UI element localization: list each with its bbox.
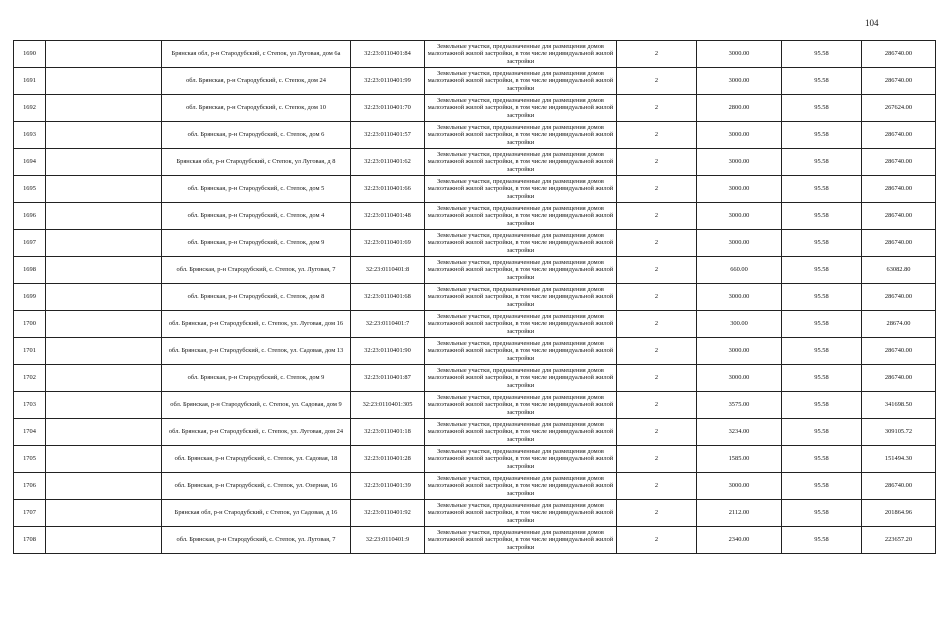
table-row: [14, 95, 936, 122]
address-cell: обл. Брянская, р-н Стародубский, с. Степок, дом 24: [162, 68, 351, 95]
group-cell: 2: [617, 311, 697, 338]
area-cell: 300.00: [697, 311, 782, 338]
row-number-cell: 1708: [14, 527, 46, 554]
empty-cell: [46, 284, 162, 311]
group-cell: 2: [617, 95, 697, 122]
rate-cell: 95.58: [782, 149, 862, 176]
row-number-cell: 1707: [14, 500, 46, 527]
cadastral-number-cell: 32:23:0110401:70: [351, 95, 425, 122]
cadastral-number-cell: 32:23:0110401:28: [351, 446, 425, 473]
address-cell: обл. Брянская, р-н Стародубский, с. Степок, дом 9: [162, 365, 351, 392]
address-cell: обл. Брянская, р-н Стародубский, с. Степок, дом 5: [162, 176, 351, 203]
address-cell: Брянская обл, р-н Стародубский, с Степок, ул Луговая, д 8: [162, 149, 351, 176]
empty-cell: [46, 338, 162, 365]
land-use-cell: Земельные участки, предназначенные для размещения домов малоэтажной жилой застройки, в том числе индивидуальной жилой застройки: [425, 473, 617, 500]
row-number-cell: 1701: [14, 338, 46, 365]
group-cell: 2: [617, 365, 697, 392]
cadastral-value-cell: 286740.00: [862, 176, 936, 203]
empty-cell: [46, 203, 162, 230]
rate-cell: 95.58: [782, 122, 862, 149]
row-number-cell: 1699: [14, 284, 46, 311]
land-use-cell: Земельные участки, предназначенные для размещения домов малоэтажной жилой застройки, в том числе индивидуальной жилой застройки: [425, 41, 617, 68]
address-cell: обл. Брянская, р-н Стародубский, с. Степок, ул. Садовая, дом 9: [162, 392, 351, 419]
cadastral-value-cell: 151494.30: [862, 446, 936, 473]
address-cell: обл. Брянская, р-н Стародубский, с. Степок, дом 8: [162, 284, 351, 311]
land-use-cell: Земельные участки, предназначенные для размещения домов малоэтажной жилой застройки, в том числе индивидуальной жилой застройки: [425, 392, 617, 419]
area-cell: 3234.00: [697, 419, 782, 446]
land-use-cell: Земельные участки, предназначенные для размещения домов малоэтажной жилой застройки, в том числе индивидуальной жилой застройки: [425, 365, 617, 392]
cadastral-number-cell: 32:23:0110401:99: [351, 68, 425, 95]
address-cell: обл. Брянская, р-н Стародубский, с. Степок, ул. Луговая, дом 24: [162, 419, 351, 446]
cadastral-number-cell: 32:23:0110401:62: [351, 149, 425, 176]
area-cell: 3000.00: [697, 41, 782, 68]
table-row: [14, 257, 936, 284]
address-cell: обл. Брянская, р-н Стародубский, с. Степок, ул. Садовая, дом 13: [162, 338, 351, 365]
empty-cell: [46, 392, 162, 419]
land-use-cell: Земельные участки, предназначенные для размещения домов малоэтажной жилой застройки, в том числе индивидуальной жилой застройки: [425, 122, 617, 149]
group-cell: 2: [617, 68, 697, 95]
area-cell: 3000.00: [697, 284, 782, 311]
cadastral-number-cell: 32:23:0110401:18: [351, 419, 425, 446]
area-cell: 660.00: [697, 257, 782, 284]
cadastral-number-cell: 32:23:0110401:57: [351, 122, 425, 149]
table-row: [14, 392, 936, 419]
group-cell: 2: [617, 500, 697, 527]
rate-cell: 95.58: [782, 95, 862, 122]
row-number-cell: 1696: [14, 203, 46, 230]
empty-cell: [46, 419, 162, 446]
area-cell: 3000.00: [697, 176, 782, 203]
cadastral-number-cell: 32:23:0110401:69: [351, 230, 425, 257]
table-row: [14, 473, 936, 500]
land-use-cell: Земельные участки, предназначенные для размещения домов малоэтажной жилой застройки, в том числе индивидуальной жилой застройки: [425, 311, 617, 338]
cadastral-number-cell: 32:23:0110401:48: [351, 203, 425, 230]
rate-cell: 95.58: [782, 203, 862, 230]
row-number-cell: 1690: [14, 41, 46, 68]
area-cell: 2112.00: [697, 500, 782, 527]
land-use-cell: Земельные участки, предназначенные для размещения домов малоэтажной жилой застройки, в том числе индивидуальной жилой застройки: [425, 176, 617, 203]
land-use-cell: Земельные участки, предназначенные для размещения домов малоэтажной жилой застройки, в том числе индивидуальной жилой застройки: [425, 446, 617, 473]
land-use-cell: Земельные участки, предназначенные для размещения домов малоэтажной жилой застройки, в том числе индивидуальной жилой застройки: [425, 527, 617, 554]
empty-cell: [46, 365, 162, 392]
row-number-cell: 1704: [14, 419, 46, 446]
address-cell: обл. Брянская, р-н Стародубский, с. Степок, дом 6: [162, 122, 351, 149]
cadastral-number-cell: 32:23:0110401:90: [351, 338, 425, 365]
table-row: [14, 41, 936, 68]
row-number-cell: 1695: [14, 176, 46, 203]
area-cell: 3000.00: [697, 230, 782, 257]
cadastral-number-cell: 32:23:0110401:68: [351, 284, 425, 311]
cadastral-value-cell: 63082.80: [862, 257, 936, 284]
rate-cell: 95.58: [782, 284, 862, 311]
group-cell: 2: [617, 41, 697, 68]
cadastral-value-cell: 286740.00: [862, 203, 936, 230]
cadastral-value-cell: 286740.00: [862, 68, 936, 95]
rate-cell: 95.58: [782, 230, 862, 257]
address-cell: Брянская обл, р-н Стародубский, с Степок, ул Луговая, дом 6а: [162, 41, 351, 68]
table-row: [14, 122, 936, 149]
rate-cell: 95.58: [782, 176, 862, 203]
cadastral-number-cell: 32:23:0110401:7: [351, 311, 425, 338]
cadastral-number-cell: 32:23:0110401:84: [351, 41, 425, 68]
rate-cell: 95.58: [782, 419, 862, 446]
address-cell: обл. Брянская, р-н Стародубский, с. Степок, дом 10: [162, 95, 351, 122]
cadastral-value-cell: 223657.20: [862, 527, 936, 554]
address-cell: обл. Брянская, р-н Стародубский, с. Степок, ул. Садовая, 18: [162, 446, 351, 473]
empty-cell: [46, 527, 162, 554]
rate-cell: 95.58: [782, 41, 862, 68]
empty-cell: [46, 41, 162, 68]
rate-cell: 95.58: [782, 365, 862, 392]
empty-cell: [46, 230, 162, 257]
land-use-cell: Земельные участки, предназначенные для размещения домов малоэтажной жилой застройки, в том числе индивидуальной жилой застройки: [425, 95, 617, 122]
cadastral-number-cell: 32:23:0110401:9: [351, 527, 425, 554]
cadastral-value-cell: 286740.00: [862, 473, 936, 500]
cadastral-number-cell: 32:23:0110401:66: [351, 176, 425, 203]
table-row: [14, 527, 936, 554]
empty-cell: [46, 257, 162, 284]
group-cell: 2: [617, 176, 697, 203]
rate-cell: 95.58: [782, 473, 862, 500]
land-use-cell: Земельные участки, предназначенные для размещения домов малоэтажной жилой застройки, в том числе индивидуальной жилой застройки: [425, 338, 617, 365]
area-cell: 3575.00: [697, 392, 782, 419]
area-cell: 3000.00: [697, 149, 782, 176]
area-cell: 3000.00: [697, 473, 782, 500]
land-use-cell: Земельные участки, предназначенные для размещения домов малоэтажной жилой застройки, в том числе индивидуальной жилой застройки: [425, 419, 617, 446]
address-cell: обл. Брянская, р-н Стародубский, с. Степок, ул. Луговая, 7: [162, 257, 351, 284]
group-cell: 2: [617, 338, 697, 365]
cadastral-number-cell: 32:23:0110401:39: [351, 473, 425, 500]
address-cell: обл. Брянская, р-н Стародубский, с. Степок, дом 9: [162, 230, 351, 257]
land-use-cell: Земельные участки, предназначенные для размещения домов малоэтажной жилой застройки, в том числе индивидуальной жилой застройки: [425, 68, 617, 95]
group-cell: 2: [617, 419, 697, 446]
land-use-cell: Земельные участки, предназначенные для размещения домов малоэтажной жилой застройки, в том числе индивидуальной жилой застройки: [425, 257, 617, 284]
cadastral-value-cell: 267624.00: [862, 95, 936, 122]
table-row: [14, 284, 936, 311]
area-cell: 3000.00: [697, 203, 782, 230]
cadastral-value-cell: 341698.50: [862, 392, 936, 419]
table-row: [14, 338, 936, 365]
empty-cell: [46, 446, 162, 473]
address-cell: Брянская обл, р-н Стародубский, с Степок, ул Садовая, д 16: [162, 500, 351, 527]
rate-cell: 95.58: [782, 311, 862, 338]
row-number-cell: 1702: [14, 365, 46, 392]
cadastral-value-cell: 286740.00: [862, 365, 936, 392]
group-cell: 2: [617, 203, 697, 230]
address-cell: обл. Брянская, р-н Стародубский, с. Степок, ул. Луговая, 7: [162, 527, 351, 554]
land-use-cell: Земельные участки, предназначенные для размещения домов малоэтажной жилой застройки, в том числе индивидуальной жилой застройки: [425, 500, 617, 527]
cadastral-value-cell: 201864.96: [862, 500, 936, 527]
address-cell: обл. Брянская, р-н Стародубский, с. Степок, ул. Луговая, дом 16: [162, 311, 351, 338]
empty-cell: [46, 122, 162, 149]
land-use-cell: Земельные участки, предназначенные для размещения домов малоэтажной жилой застройки, в том числе индивидуальной жилой застройки: [425, 203, 617, 230]
row-number-cell: 1706: [14, 473, 46, 500]
group-cell: 2: [617, 149, 697, 176]
area-cell: 3000.00: [697, 365, 782, 392]
group-cell: 2: [617, 230, 697, 257]
address-cell: обл. Брянская, р-н Стародубский, с. Степок, дом 4: [162, 203, 351, 230]
page-number: 104: [865, 18, 879, 28]
area-cell: 2800.00: [697, 95, 782, 122]
land-use-cell: Земельные участки, предназначенные для размещения домов малоэтажной жилой застройки, в том числе индивидуальной жилой застройки: [425, 284, 617, 311]
group-cell: 2: [617, 446, 697, 473]
rate-cell: 95.58: [782, 257, 862, 284]
row-number-cell: 1700: [14, 311, 46, 338]
cadastral-value-cell: 286740.00: [862, 284, 936, 311]
cadastral-number-cell: 32:23:0110401:87: [351, 365, 425, 392]
row-number-cell: 1698: [14, 257, 46, 284]
table-row: [14, 365, 936, 392]
row-number-cell: 1694: [14, 149, 46, 176]
row-number-cell: 1692: [14, 95, 46, 122]
table-row: [14, 500, 936, 527]
empty-cell: [46, 68, 162, 95]
cadastral-value-cell: 286740.00: [862, 230, 936, 257]
empty-cell: [46, 500, 162, 527]
group-cell: 2: [617, 392, 697, 419]
group-cell: 2: [617, 284, 697, 311]
table-row: [14, 311, 936, 338]
cadastral-value-cell: 286740.00: [862, 122, 936, 149]
group-cell: 2: [617, 257, 697, 284]
group-cell: 2: [617, 473, 697, 500]
empty-cell: [46, 176, 162, 203]
row-number-cell: 1705: [14, 446, 46, 473]
cadastral-value-cell: 309105.72: [862, 419, 936, 446]
table-row: [14, 446, 936, 473]
table-row: [14, 176, 936, 203]
table-row: [14, 230, 936, 257]
area-cell: 2340.00: [697, 527, 782, 554]
cadastral-number-cell: 32:23:0110401:8: [351, 257, 425, 284]
group-cell: 2: [617, 527, 697, 554]
area-cell: 3000.00: [697, 68, 782, 95]
group-cell: 2: [617, 122, 697, 149]
table-row: [14, 203, 936, 230]
row-number-cell: 1691: [14, 68, 46, 95]
empty-cell: [46, 473, 162, 500]
land-registry-table: [13, 40, 936, 554]
area-cell: 1585.00: [697, 446, 782, 473]
empty-cell: [46, 95, 162, 122]
land-use-cell: Земельные участки, предназначенные для размещения домов малоэтажной жилой застройки, в том числе индивидуальной жилой застройки: [425, 149, 617, 176]
rate-cell: 95.58: [782, 500, 862, 527]
cadastral-value-cell: 286740.00: [862, 338, 936, 365]
land-use-cell: Земельные участки, предназначенные для размещения домов малоэтажной жилой застройки, в том числе индивидуальной жилой застройки: [425, 230, 617, 257]
area-cell: 3000.00: [697, 122, 782, 149]
rate-cell: 95.58: [782, 68, 862, 95]
rate-cell: 95.58: [782, 527, 862, 554]
cadastral-number-cell: 32:23:0110401:92: [351, 500, 425, 527]
empty-cell: [46, 149, 162, 176]
table-row: [14, 68, 936, 95]
cadastral-number-cell: 32:23:0110401:305: [351, 392, 425, 419]
rate-cell: 95.58: [782, 446, 862, 473]
table-row: [14, 149, 936, 176]
cadastral-value-cell: 286740.00: [862, 149, 936, 176]
rate-cell: 95.58: [782, 392, 862, 419]
table-body: [14, 41, 936, 554]
area-cell: 3000.00: [697, 338, 782, 365]
row-number-cell: 1697: [14, 230, 46, 257]
row-number-cell: 1693: [14, 122, 46, 149]
row-number-cell: 1703: [14, 392, 46, 419]
empty-cell: [46, 311, 162, 338]
rate-cell: 95.58: [782, 338, 862, 365]
cadastral-value-cell: 28674.00: [862, 311, 936, 338]
table-row: [14, 419, 936, 446]
cadastral-value-cell: 286740.00: [862, 41, 936, 68]
address-cell: обл. Брянская, р-н Стародубский, с. Степок, ул. Озерная, 16: [162, 473, 351, 500]
